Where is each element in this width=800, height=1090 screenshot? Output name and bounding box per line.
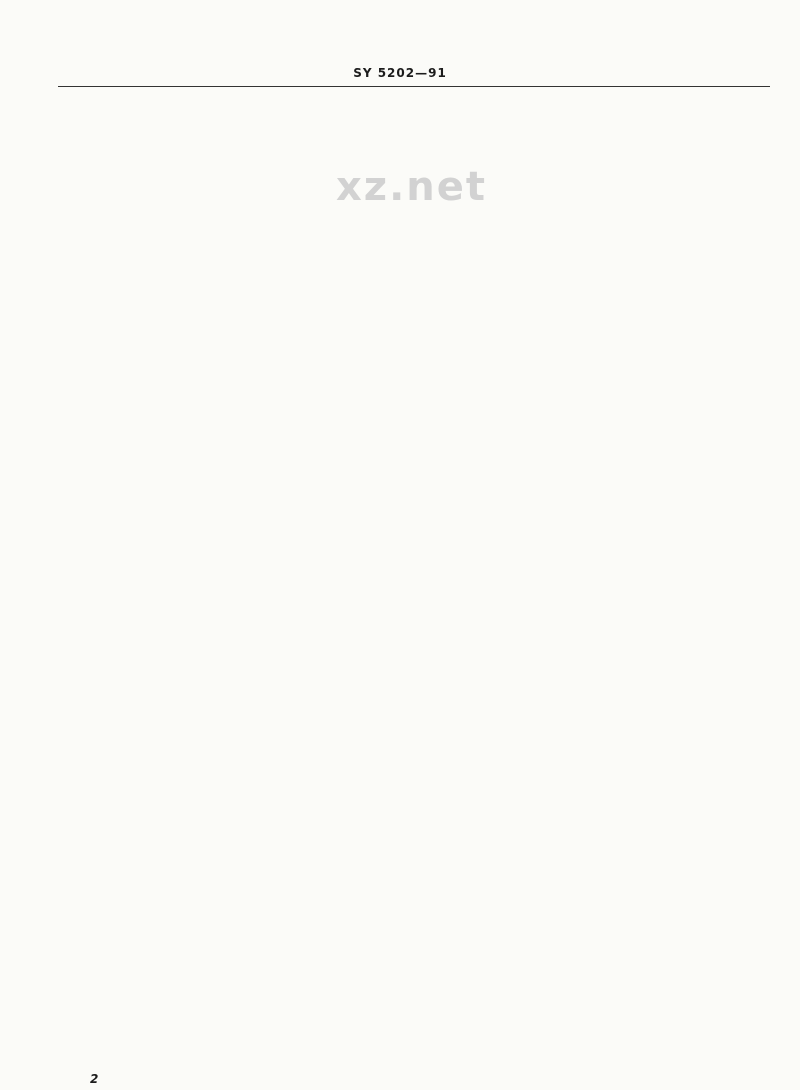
standard-code-header: SY 5202—91 — [353, 66, 447, 80]
watermark: xz.net — [336, 164, 488, 210]
header-rule — [58, 86, 770, 87]
page-number: 2 — [90, 1072, 99, 1086]
